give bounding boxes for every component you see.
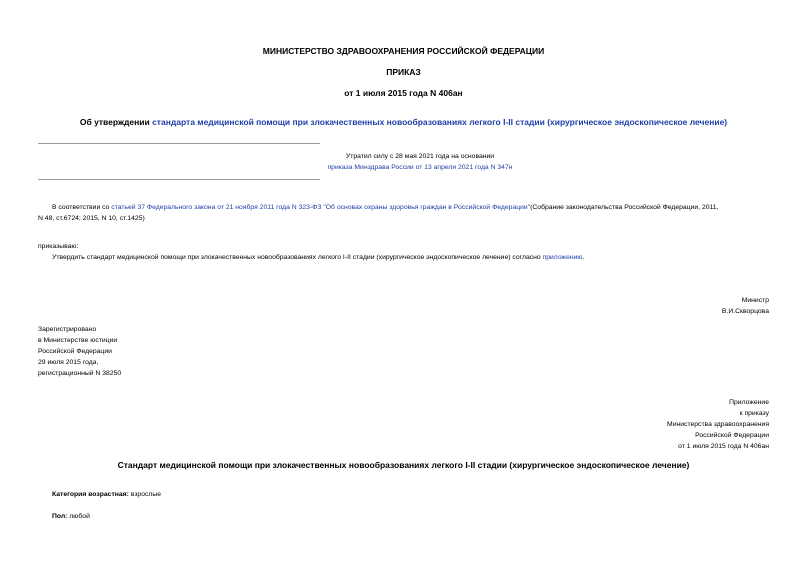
registration-line: регистрационный N 38250 bbox=[38, 370, 122, 377]
sex-value: любой bbox=[69, 513, 90, 520]
sex bbox=[52, 511, 90, 522]
registration-line: в Министерстве юстиции bbox=[38, 337, 118, 344]
registration-block bbox=[38, 324, 121, 379]
preamble-suffix: (Собрание законодательства Российской Федерации, 2011, bbox=[530, 204, 719, 211]
appendix-line: Российской Федерации bbox=[695, 432, 769, 439]
age-category-value: взрослые bbox=[130, 491, 162, 498]
signature-position: Министр bbox=[741, 297, 769, 304]
age-category-label: Категория возрастная: bbox=[52, 491, 129, 498]
divider-bottom bbox=[38, 179, 320, 180]
appendix-link[interactable]: приложению bbox=[542, 254, 583, 261]
appendix-line: Министерства здравоохранения bbox=[667, 421, 769, 428]
registration-line: 29 июля 2015 года, bbox=[38, 359, 99, 366]
ministry-heading: МИНИСТЕРСТВО ЗДРАВООХРАНЕНИЯ РОССИЙСКОЙ ФЕДЕРАЦИИ bbox=[262, 46, 545, 56]
repeal-note-link[interactable]: приказа Минздрава России от 13 апреля 2021 года N 347н bbox=[327, 164, 513, 171]
doc-title bbox=[0, 117, 807, 127]
order-text-body: Утвердить стандарт медицинской помощи при злокачественных новообразованиях легкого I-II стадии (хирургическое эндоскопическое лечение) согласно bbox=[52, 254, 543, 261]
preamble bbox=[38, 202, 778, 224]
preamble-line-1 bbox=[38, 202, 778, 213]
sex-label: Пол: bbox=[52, 513, 68, 520]
order-text-end: . bbox=[582, 254, 585, 261]
doc-type-heading: ПРИКАЗ bbox=[386, 67, 421, 77]
order-text bbox=[52, 252, 584, 263]
preamble-law-link[interactable]: статьей 37 Федерального закона от 21 ноября 2011 года N 323-ФЗ "Об основах охраны здоровья граждан в Российской Федерации" bbox=[111, 204, 531, 211]
appendix-block bbox=[667, 397, 769, 452]
appendix-line: от 1 июля 2015 года N 406ан bbox=[678, 443, 769, 450]
repeal-note-text: Утратил силу с 28 мая 2021 года на основании bbox=[345, 153, 495, 160]
doc-title-link[interactable]: стандарта медицинской помощи при злокачественных новообразованиях легкого I-II стадии (хирургическое эндоскопическое лечение) bbox=[152, 117, 728, 127]
preamble-line-2: N 48, ст.6724; 2015, N 10, ст.1425) bbox=[38, 215, 145, 222]
preamble-prefix: В соответствии со bbox=[52, 204, 112, 211]
registration-line: Зарегистрировано bbox=[38, 326, 97, 333]
divider-top bbox=[38, 143, 320, 144]
repeal-note bbox=[320, 151, 520, 173]
appendix-line: к приказу bbox=[739, 410, 769, 417]
age-category bbox=[52, 489, 161, 500]
doc-date-number: от 1 июля 2015 года N 406ан bbox=[344, 88, 463, 98]
appendix-line: Приложение bbox=[729, 399, 769, 406]
registration-line: Российской Федерации bbox=[38, 348, 112, 355]
standard-title: Стандарт медицинской помощи при злокачественных новообразованиях легкого I-II стадии (хирургическое эндоскопическое лечение) bbox=[117, 460, 690, 470]
order-word: приказываю: bbox=[38, 243, 79, 250]
doc-title-prefix: Об утверждении bbox=[79, 117, 153, 127]
signature-name: В.И.Скворцова bbox=[721, 308, 769, 315]
signature bbox=[722, 295, 769, 317]
